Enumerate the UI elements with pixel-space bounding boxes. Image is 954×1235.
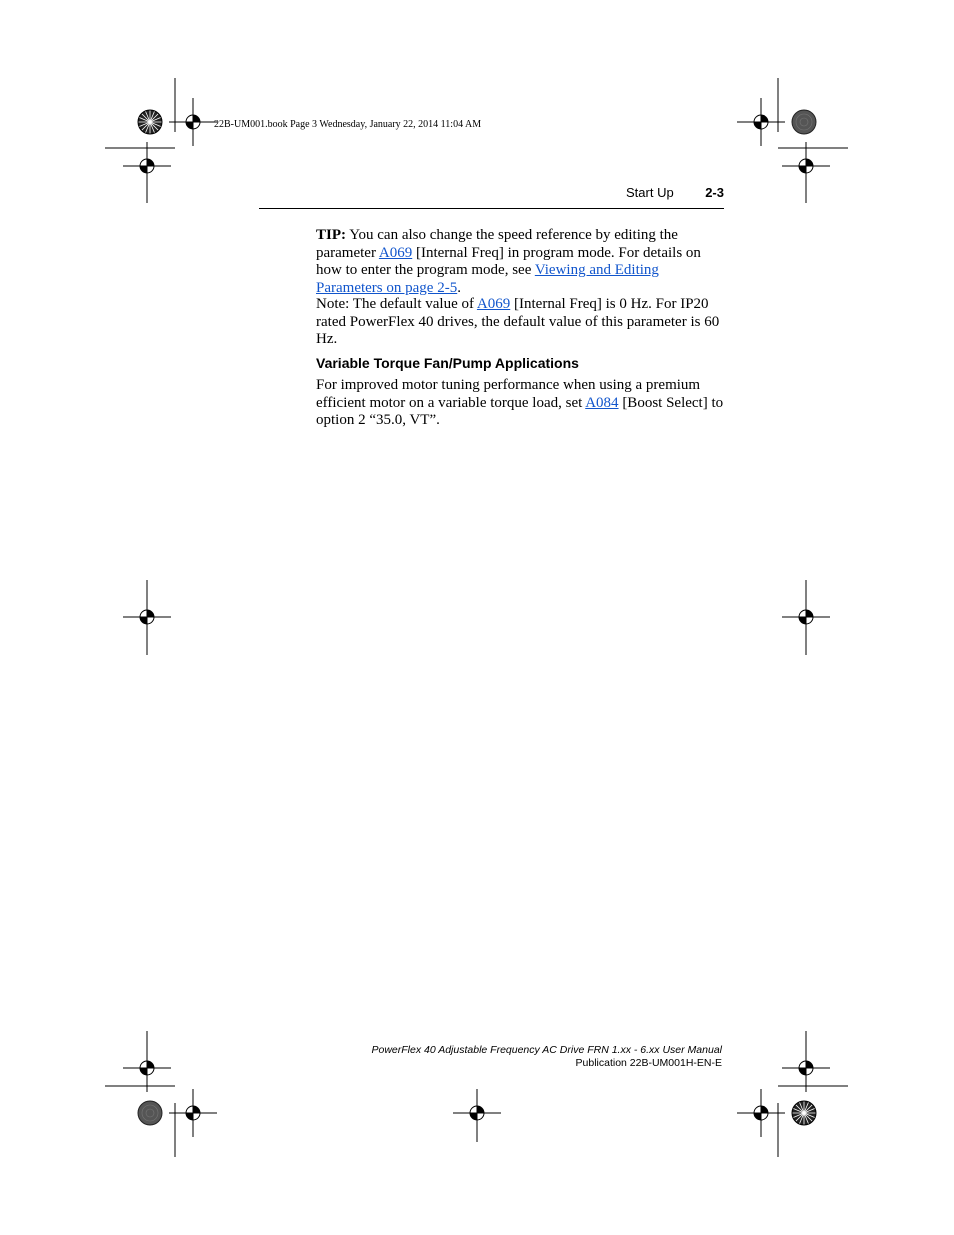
tip-block xyxy=(316,227,726,297)
tip-label: TIP: xyxy=(316,227,346,243)
paragraph-text: For improved motor tuning performance when using a premium efficient motor on a variable torque load, set xyxy=(316,377,701,411)
print-slug: 22B-UM001.book Page 3 Wednesday, January 22, 2014 11:04 AM xyxy=(214,119,482,130)
note-paragraph xyxy=(316,296,726,349)
header-page-number: 2-3 xyxy=(705,185,724,200)
footer-publication: Publication 22B-UM001H-EN-E xyxy=(575,1057,722,1069)
header-section-title: Start Up xyxy=(626,185,674,200)
tip-text: [Internal Freq] in program mode. For details on how to enter the program mode, see xyxy=(316,244,701,278)
body-paragraph xyxy=(316,377,726,430)
link-a069[interactable]: A069 xyxy=(378,244,413,261)
link-a084[interactable]: A084 xyxy=(585,394,619,411)
note-text: [Internal Freq] is 0 Hz. For IP20 rated PowerFlex 40 drives, the default value of this parameter is 60 Hz. xyxy=(316,296,720,347)
link-viewing-editing-parameters[interactable]: Viewing and Editing Parameters on page 2-5 xyxy=(316,262,659,296)
tip-text: You can also change the speed reference by editing the parameter xyxy=(316,227,678,261)
footer-manual-title: PowerFlex 40 Adjustable Frequency AC Drive FRN 1.xx - 6.xx User Manual xyxy=(371,1044,722,1056)
paragraph-text: [Boost Select] to option 2 “35.0, VT”. xyxy=(316,394,724,428)
tip-text: . xyxy=(457,279,461,296)
note-text: Note: The default value of xyxy=(316,296,477,312)
link-a069[interactable]: A069 xyxy=(476,296,511,312)
section-heading: Variable Torque Fan/Pump Applications xyxy=(316,355,579,371)
header-rule xyxy=(259,208,724,209)
